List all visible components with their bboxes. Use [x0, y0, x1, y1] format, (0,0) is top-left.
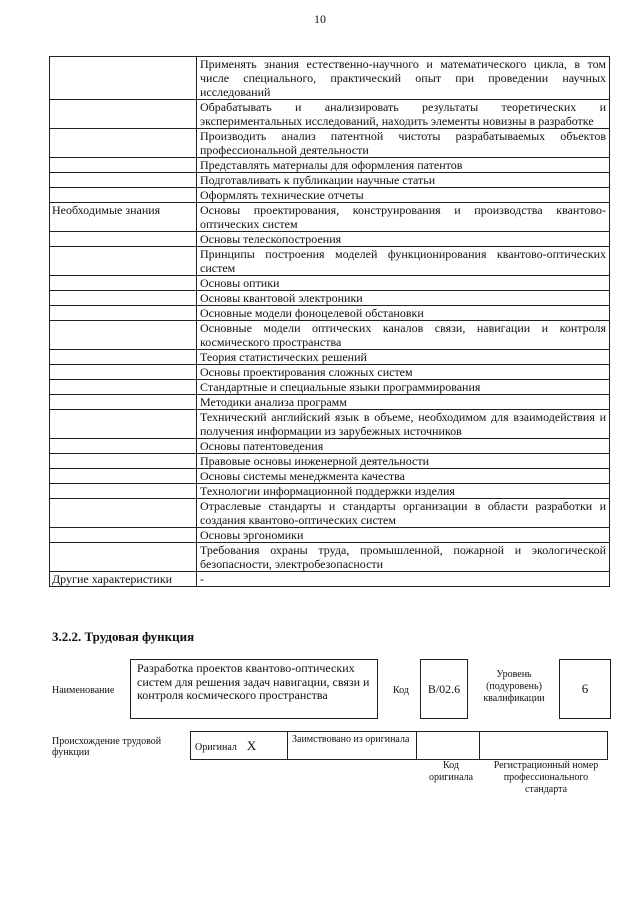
table-row: [50, 484, 610, 499]
row-category: [50, 57, 197, 100]
table-row: [50, 100, 610, 129]
registration-number-caption: Регистрационный номер профессионального стандарта: [493, 760, 599, 795]
row-category: [50, 499, 197, 528]
row-category: [50, 350, 197, 365]
row-category: [50, 543, 197, 572]
row-category: [50, 365, 197, 380]
row-text: Правовые основы инженерной деятельности: [197, 454, 610, 469]
table-row: [50, 321, 610, 350]
row-text: Методики анализа программ: [197, 395, 610, 410]
origin-label: Происхождение трудовой функции: [52, 736, 162, 758]
name-label: Наименование: [52, 685, 115, 696]
row-text: Подготавливать к публикации научные статьи: [197, 173, 610, 188]
row-category: [50, 291, 197, 306]
row-text: Обрабатывать и анализировать результаты теоретических и экспериментальных исследований, находить элементы новизны в разработке: [197, 100, 610, 129]
original-cell: [191, 732, 288, 760]
table-row: [50, 395, 610, 410]
origin-table: [190, 731, 608, 760]
row-text: Основы квантовой электроники: [197, 291, 610, 306]
row-text: Основы проектирования сложных систем: [197, 365, 610, 380]
table-row: [50, 247, 610, 276]
row-category: [50, 100, 197, 129]
row-category: [50, 276, 197, 291]
row-category: [50, 469, 197, 484]
row-category: [50, 380, 197, 395]
original-label: Оригинал: [195, 741, 237, 753]
original-code-cell: [417, 732, 480, 760]
row-category: [50, 173, 197, 188]
level-value: 6: [559, 659, 611, 719]
row-text: Технический английский язык в объеме, необходимом для взаимодействия и получения информации из зарубежных источников: [197, 410, 610, 439]
table-row: [50, 365, 610, 380]
row-category: [50, 321, 197, 350]
row-category: Необходимые знания: [50, 203, 197, 232]
code-label: Код: [393, 685, 409, 696]
row-text: Отраслевые стандарты и стандарты организации в области разработки и создания квантово-оптических систем: [197, 499, 610, 528]
table-row: [50, 57, 610, 100]
row-text: Оформлять технические отчеты: [197, 188, 610, 203]
row-category: [50, 129, 197, 158]
row-text: Основы проектирования, конструирования и производства квантово-оптических систем: [197, 203, 610, 232]
section-title: 3.2.2. Трудовая функция: [52, 629, 195, 644]
row-category: [50, 410, 197, 439]
table-row: [50, 291, 610, 306]
table-row: [50, 572, 610, 587]
row-text: Технологии информационной поддержки изделия: [197, 484, 610, 499]
row-text: Основы оптики: [197, 276, 610, 291]
borrowed-cell: [288, 732, 417, 760]
row-text: Теория статистических решений: [197, 350, 610, 365]
table-row: [50, 410, 610, 439]
row-text: Принципы построения моделей функционирования квантово-оптических систем: [197, 247, 610, 276]
row-category: [50, 247, 197, 276]
table-row: [50, 499, 610, 528]
row-text: Основы системы менеджмента качества: [197, 469, 610, 484]
original-code-caption: Код оригинала: [428, 760, 474, 783]
table-row: [50, 173, 610, 188]
row-text: Производить анализ патентной чистоты разрабатываемых объектов профессиональной деятельности: [197, 129, 610, 158]
table-row: [50, 203, 610, 232]
table-row: [50, 528, 610, 543]
row-category: [50, 528, 197, 543]
table-row: [50, 350, 610, 365]
page-number: 10: [314, 12, 326, 26]
row-text: Представлять материалы для оформления патентов: [197, 158, 610, 173]
table-row: [50, 454, 610, 469]
table-row: [50, 158, 610, 173]
borrowed-label: Заимствовано из оригинала: [292, 734, 410, 745]
row-text: Основы телескопостроения: [197, 232, 610, 247]
row-category: Другие характеристики: [50, 572, 197, 587]
level-label: Уровень (подуровень) квалификации: [483, 669, 545, 704]
row-category: [50, 232, 197, 247]
table-row: [50, 469, 610, 484]
original-mark: X: [246, 737, 257, 753]
table-row: [50, 129, 610, 158]
row-text: -: [197, 572, 610, 587]
row-text: Основы патентоведения: [197, 439, 610, 454]
table-row: [50, 306, 610, 321]
registration-number-cell: [480, 732, 608, 760]
row-category: [50, 439, 197, 454]
row-category: [50, 395, 197, 410]
row-text: Основные модели оптических каналов связи, навигации и контроля космического пространства: [197, 321, 610, 350]
table-row: [50, 232, 610, 247]
function-name-value: Разработка проектов квантово-оптических систем для решения задач навигации, связи и контроля космического пространства: [130, 659, 378, 719]
table-row: [50, 380, 610, 395]
row-category: [50, 158, 197, 173]
row-category: [50, 454, 197, 469]
row-text: Стандартные и специальные языки программирования: [197, 380, 610, 395]
row-category: [50, 306, 197, 321]
table-row: [50, 543, 610, 572]
row-text: Основные модели фоноцелевой обстановки: [197, 306, 610, 321]
row-category: [50, 188, 197, 203]
row-category: [50, 484, 197, 499]
row-text: Применять знания естественно-научного и математического цикла, в том числе специального, практический опыт при проведении научных исследований: [197, 57, 610, 100]
competency-table: [49, 56, 610, 587]
row-text: Основы эргономики: [197, 528, 610, 543]
table-row: [50, 276, 610, 291]
table-row: [50, 439, 610, 454]
row-text: Требования охраны труда, промышленной, пожарной и экологической безопасности, электробезопасности: [197, 543, 610, 572]
code-value: B/02.6: [420, 659, 468, 719]
table-row: [50, 188, 610, 203]
